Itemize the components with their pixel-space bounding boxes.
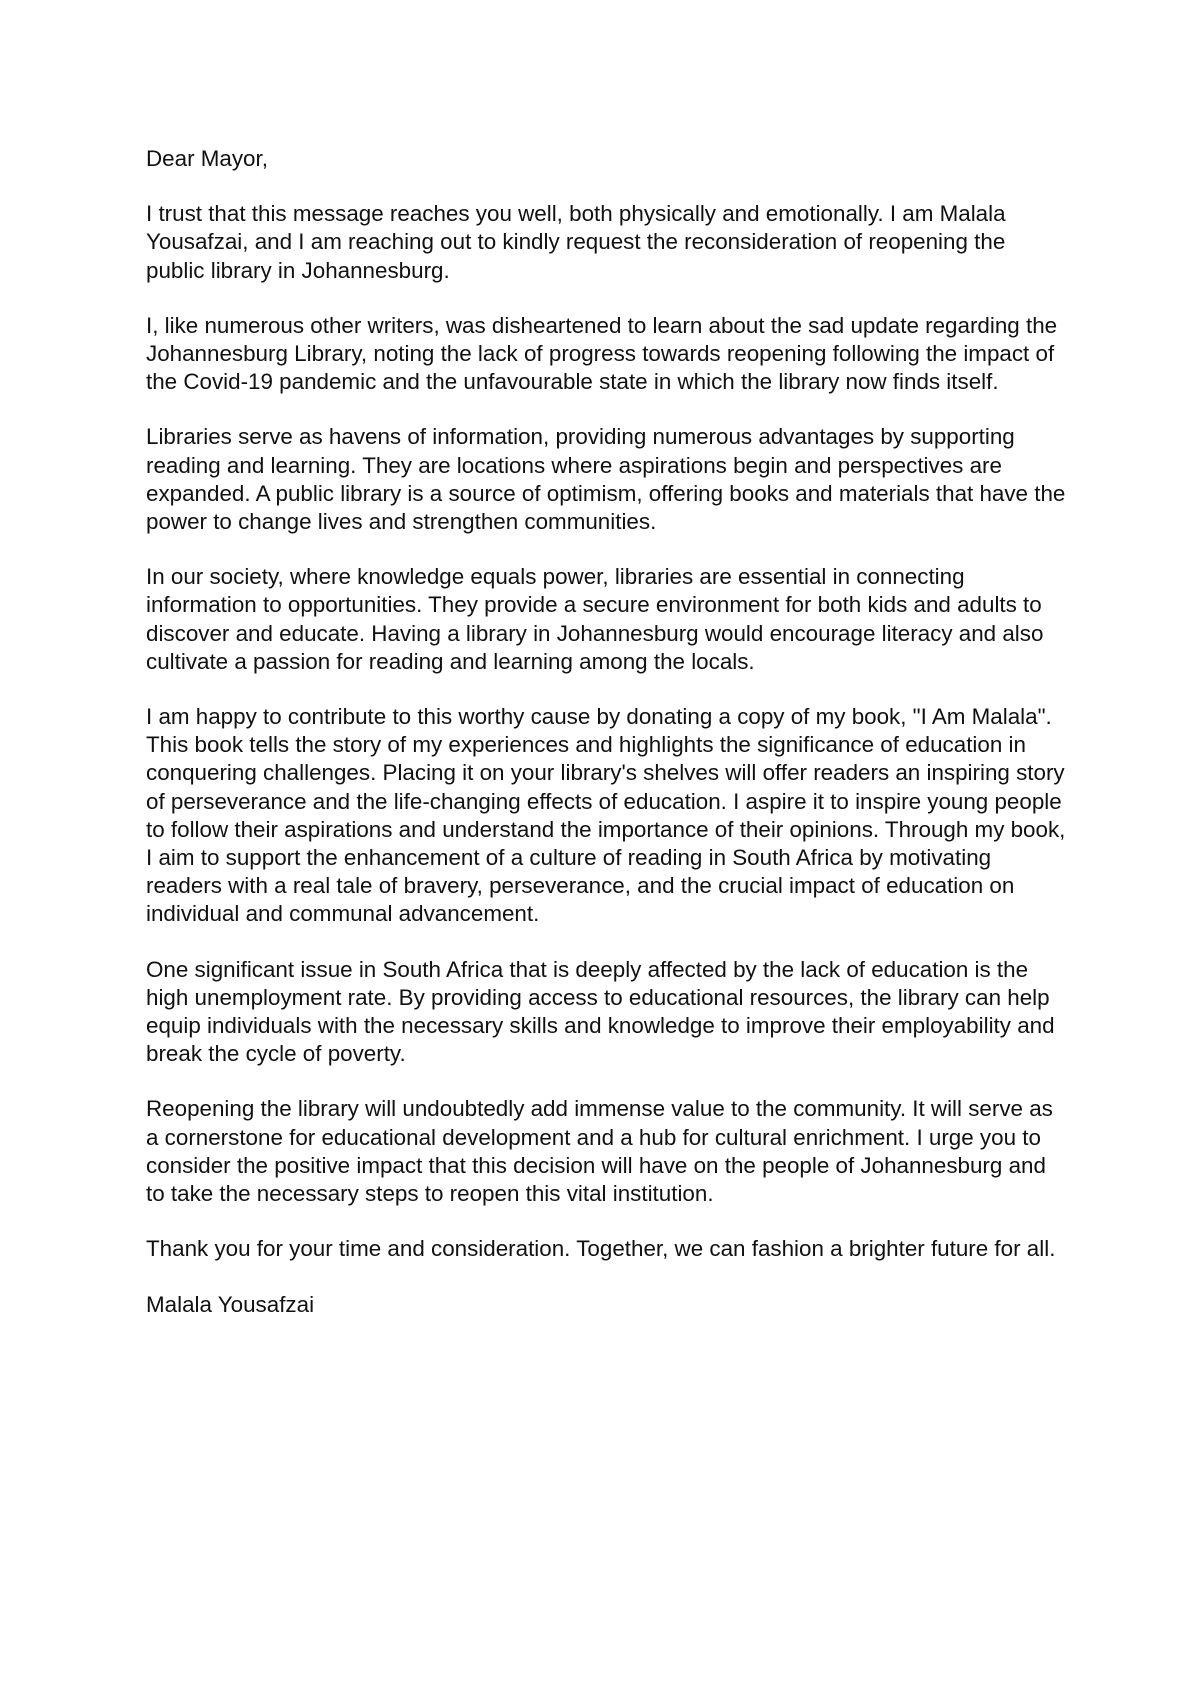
paragraph-closing: Thank you for your time and consideration. Together, we can fashion a brighter future for all. <box>146 1236 1056 1262</box>
salutation: Dear Mayor, <box>146 146 268 171</box>
paragraph-libraries-value: Libraries serve as havens of information, providing numerous advantages by supporting reading and learning. They are locations where aspirations begin and perspectives are expanded. A public library is a source of optimism, offering books and materials that have the power to change lives and strengthen communities. <box>146 424 1066 535</box>
paragraph-reopening-value: Reopening the library will undoubtedly add immense value to the community. It will serve as a cornerstone for educational development and a hub for cultural enrichment. I urge you to consider the positive impact that this decision will have on the people of Johannesburg and to take the necessary steps to reopen this vital institution. <box>146 1096 1053 1207</box>
signature: Malala Yousafzai <box>146 1291 315 1317</box>
paragraph-library-update: I, like numerous other writers, was disheartened to learn about the sad update regarding the Johannesburg Library, noting the lack of progress towards reopening following the impact of the Covid-19 pandemic and the unfavourable state in which the library now finds itself. <box>146 312 1058 395</box>
paragraph-intro: I trust that this message reaches you well, both physically and emotionally. I am Malala Yousafzai, and I am reaching out to kindly request the reconsideration of reopening the public library in Johannesburg. <box>146 201 1006 283</box>
paragraph-knowledge-power: In our society, where knowledge equals power, libraries are essential in connecting information to opportunities. They provide a secure environment for both kids and adults to discover and educate. Having a library in Johannesburg would encourage literacy and also cultivate a passion for reading and learning among the locals. <box>146 564 1044 674</box>
paragraph-unemployment: One significant issue in South Africa that is deeply affected by the lack of education is the high unemployment rate. By providing access to educational resources, the library can help equip individuals with the necessary skills and knowledge to improve their employability and break the cycle of poverty. <box>146 956 1055 1067</box>
letter-body <box>146 145 1066 1319</box>
paragraph-book-donation: I am happy to contribute to this worthy cause by donating a copy of my book, "I Am Malala". This book tells the story of my experiences and highlights the significance of education in conquering challenges. Placing it on your library's shelves will offer readers an inspiring story of perseverance and the life-changing effects of education. I aspire it to inspire young people to follow their aspirations and understand the importance of their opinions. Through my book, I aim to support the enhancement of a culture of reading in South Africa by motivating readers with a real tale of bravery, perseverance, and the crucial impact of education on individual and communal advancement. <box>146 704 1066 927</box>
